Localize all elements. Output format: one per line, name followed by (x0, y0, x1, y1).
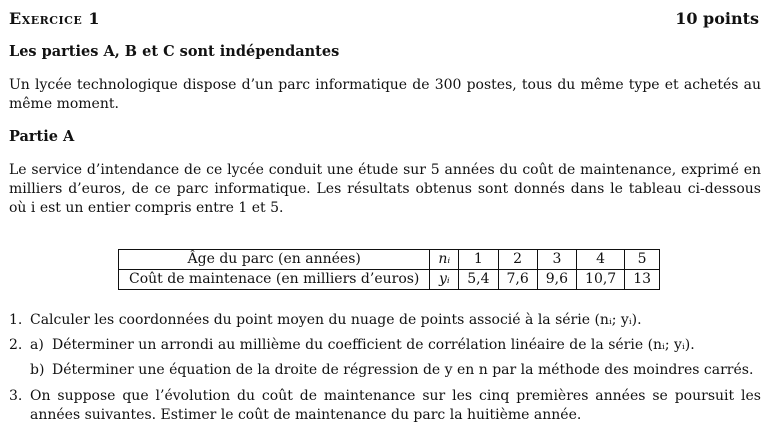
table-row-label: Âge du parc (en années) (119, 250, 430, 270)
table-cell: 4 (577, 250, 625, 270)
intro-paragraph: Un lycée technologique dispose d’un parc informatique de 300 postes, tous du même type et achetés au même moment. (9, 77, 761, 112)
question-text: Calculer les coordonnées du point moyen du nuage de points associé à la série (nᵢ; yᵢ). (30, 312, 642, 328)
intro-heading: Les parties A, B et C sont indépendantes (9, 43, 340, 60)
table-cell: 5,4 (459, 270, 498, 290)
subquestion-letter: a) (30, 337, 44, 353)
exercise-points: 10 points (675, 9, 759, 28)
table-cell: 1 (459, 250, 498, 270)
question-text: On suppose que l’évolution du coût de maintenance sur les cinq premières années se poursuit les années suivantes. Estimer le coût de maintenance du parc la huitième année. (30, 388, 761, 423)
question-number: 2. (9, 337, 23, 353)
part-a-heading: Partie A (9, 128, 75, 145)
table-row-label: Coût de maintenace (en milliers d’euros) (119, 270, 430, 290)
question-number: 1. (9, 312, 23, 328)
exercise-title: Exercice 1 (9, 9, 100, 28)
question-text: Déterminer une équation de la droite de régression de y en n par la méthode des moindres carrés. (52, 362, 754, 378)
table-cell: 7,6 (498, 270, 537, 290)
exercise-header (9, 9, 759, 28)
table-cell: 2 (498, 250, 537, 270)
table-variable: nᵢ (430, 250, 459, 270)
table-cell: 13 (625, 270, 660, 290)
table-cell: 9,6 (537, 270, 576, 290)
table-cell: 10,7 (577, 270, 625, 290)
table-cell: 5 (625, 250, 660, 270)
table-cell: 3 (537, 250, 576, 270)
table-variable: yᵢ (430, 270, 459, 290)
table-row (119, 270, 660, 290)
subquestion-letter: b) (30, 362, 45, 378)
question-number: 3. (9, 388, 23, 404)
part-a-paragraph: Le service d’intendance de ce lycée conduit une étude sur 5 années du coût de maintenance, exprimé en milliers d’euros, de ce parc informatique. Les résultats obtenus sont donnés dans le tableau ci-dessous où i est un entier compris entre 1 et 5. (9, 162, 761, 216)
question-text: Déterminer un arrondi au millième du coefficient de corrélation linéaire de la série (nᵢ; yᵢ). (52, 337, 695, 353)
data-table (118, 249, 660, 290)
table-row (119, 250, 660, 270)
question-list (9, 311, 761, 441)
